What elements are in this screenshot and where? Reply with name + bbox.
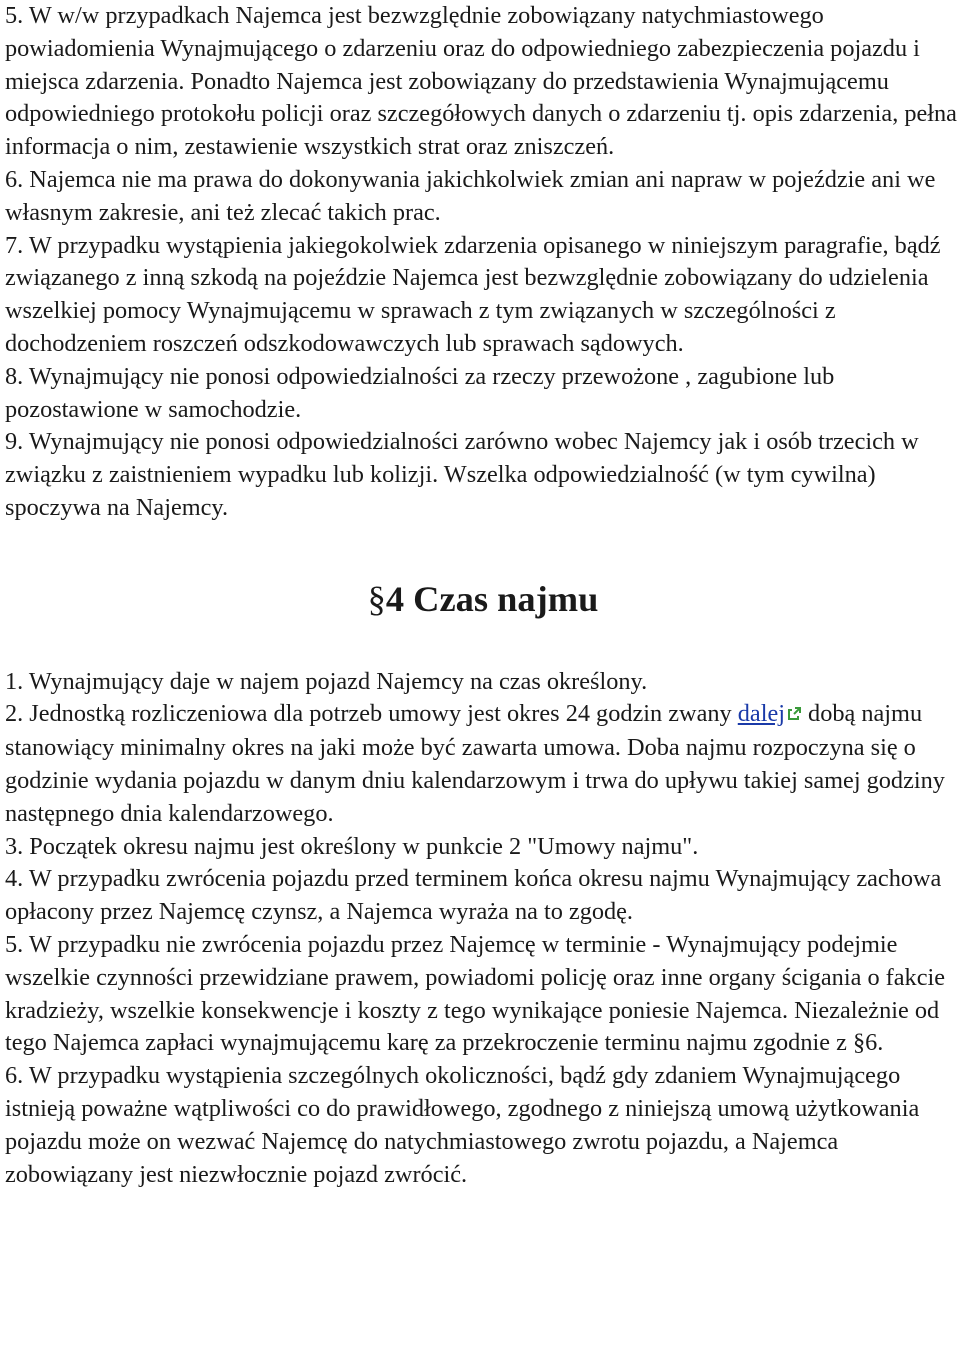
paragraph-4-2-text-start: 2. Jednostką rozliczeniowa dla potrzeb umowy jest okres 24 godzin zwany xyxy=(5,700,738,728)
paragraph-4-1: 1. Wynajmujący daje w najem pojazd Najemcy na czas określony. xyxy=(5,667,648,695)
paragraph-3-6: 6. Najemca nie ma prawa do dokonywania jakichkolwiek zmian ani napraw w pojeździe ani we własnym zakresie, ani też zlecać takich prac. xyxy=(5,165,936,226)
dalej-link[interactable]: dalej xyxy=(737,700,785,728)
paragraph-4-6: 6. W przypadku wystąpienia szczególnych okoliczności, bądź gdy zdaniem Wynajmującego istnieją poważne wątpliwości co do prawidłowego, zgodnego z niniejszą umową użytkowania pojazdu może on wezwać Najemcę do natychmiastowego zwrotu pojazdu, a Najemca zobowiązany jest niezwłocznie pojazd zwrócić. xyxy=(5,1062,920,1188)
paragraph-3-9: 9. Wynajmujący nie ponosi odpowiedzialności zarówno wobec Najemcy jak i osób trzecich w związku z zaistnieniem wypadku lub kolizji. Wszelka odpowiedzialność (w tym cywilna) spoczywa na Najemcy. xyxy=(5,428,919,521)
paragraph-4-2-text-end: dobą najmu stanowiący minimalny okres na jaki może być zawarta umowa. Doba najmu rozpoczyna się o godzinie wydania pojazdu w danym dniu kalendarzowym i trwa do upływu takiej samej godziny następnego dnia kalendarzowego. xyxy=(5,700,945,827)
paragraph-3-7: 7. W przypadku wystąpienia jakiegokolwiek zdarzenia opisanego w niniejszym paragrafie, bądź związanego z inną szkodą na pojeździe Najemca jest bezwzględnie zobowiązany do udzielenia wszelkiej pomocy Wynajmującemu w sprawach z tym związanych w szczególności z dochodzeniem roszczeń odszkodowawczych lub sprawach sądowych. xyxy=(5,231,941,357)
document-page xyxy=(5,0,957,1191)
paragraph-4-3: 3. Początek okresu najmu jest określony w punkcie 2 "Umowy najmu". xyxy=(5,832,699,860)
paragraph-3-5: 5. W w/w przypadkach Najemca jest bezwzględnie zobowiązany natychmiastowego powiadomienia Wynajmującego o zdarzeniu oraz do odpowiedniego zabezpieczenia pojazdu i miejsca zdarzenia. Ponadto Najemca jest zobowiązany do przedstawienia Wynajmującemu odpowiedniego protokołu policji oraz szczegółowych danych o zdarzeniu tj. opis zdarzenia, pełna informacja o nim, zestawienie wszystkich strat oraz zniszczeń. xyxy=(5,2,957,161)
spacer xyxy=(5,525,957,583)
external-link-icon[interactable] xyxy=(786,699,802,732)
section-symbol: § xyxy=(367,578,386,619)
paragraph-3-8: 8. Wynajmujący nie ponosi odpowiedzialności za rzeczy przewożone , zagubione lub pozostawione w samochodzie. xyxy=(5,362,835,423)
section-title: 4 Czas najmu xyxy=(385,578,599,619)
section-heading xyxy=(5,578,957,619)
paragraph-4-5: 5. W przypadku nie zwrócenia pojazdu przez Najemcę w terminie - Wynajmujący podejmie wszelkie czynności przewidziane prawem, powiadomi policję oraz inne organy ścigania o fakcie kradzieży, wszelkie konsekwencje i koszty z tego wynikające poniesie Najemca. Niezależnie od tego Najemca zapłaci wynajmującemu karę za przekroczenie terminu najmu zgodnie z §6. xyxy=(5,930,946,1057)
paragraph-4-4: 4. W przypadku zwrócenia pojazdu przed terminem końca okresu najmu Wynajmujący zachowa opłacony przez Najemcę czynsz, a Najemca wyraża na to zgodę. xyxy=(5,865,942,926)
spacer xyxy=(5,616,957,666)
paragraph-4-2 xyxy=(5,698,957,830)
